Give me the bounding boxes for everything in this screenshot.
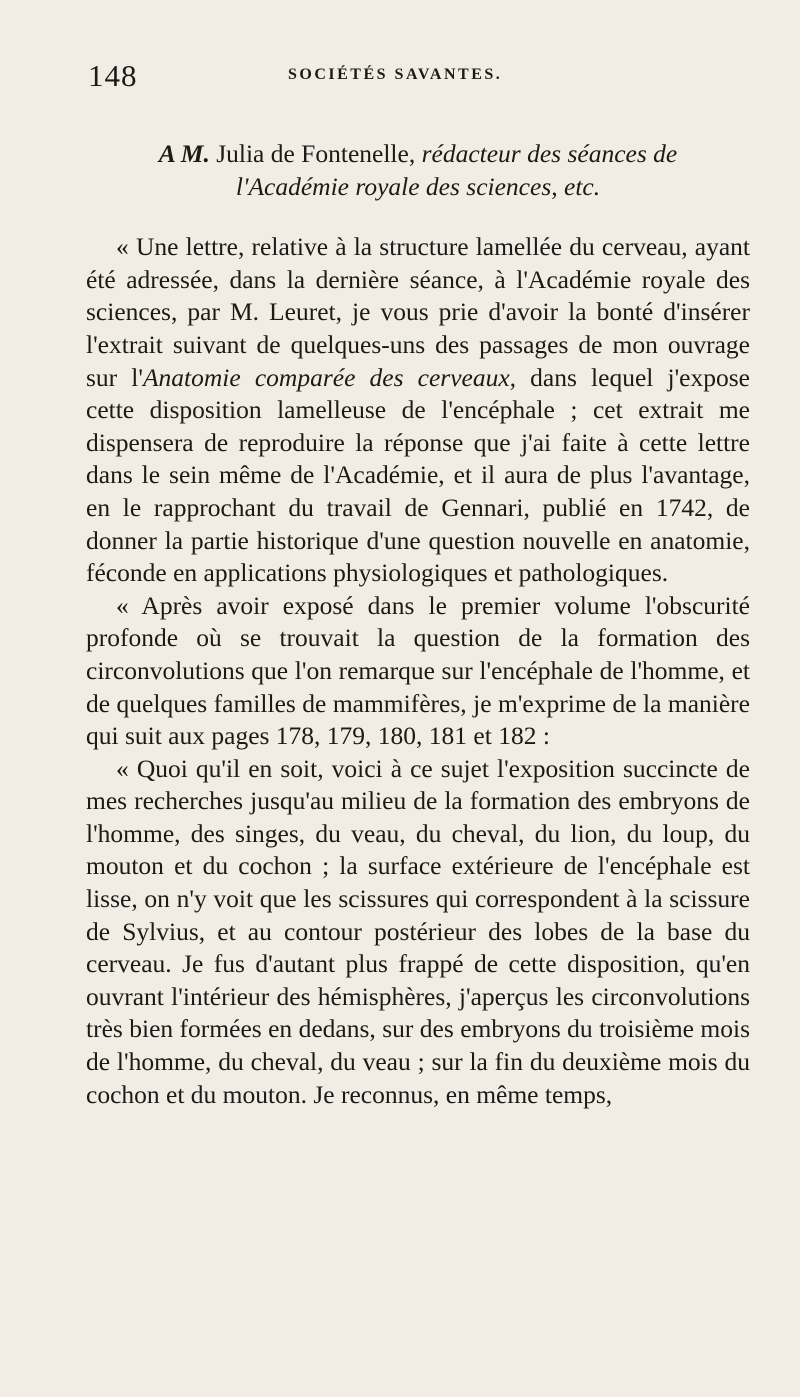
addressee-line-1 <box>86 138 750 171</box>
paragraph-3 <box>86 753 750 1112</box>
book-title: Anatomie comparée des cerveaux, <box>142 362 517 392</box>
paragraph-1 <box>86 231 750 590</box>
body-text <box>86 138 750 1111</box>
paragraph-2 <box>86 590 750 753</box>
paragraph-1-text-b: dans lequel j'expose cette disposition lamelleuse de l'encéphale ; cet extrait me dispensera de reproduire la réponse que j'ai faite à cette lettre dans le sein même de l'Académie, et il aura de plus l'avantage, en le rapprochant du travail de Gennari, publié en 1742, de donner la partie historique d'une question nouvelle en anatomie, féconde en applications physiologiques et pathologiques. <box>86 362 750 588</box>
addressee-role-1: rédacteur des séances de <box>421 139 678 168</box>
running-head: SOCIÉTÉS SAVANTES. <box>288 66 503 83</box>
addressee-role-2: l'Académie royale des sciences, etc. <box>235 171 601 201</box>
paragraph-1-text-a: « Une lettre, relative à la structure lamellée du cerveau, ayant été adressée, dans la dernière séance, à l'Académie royale des sciences, par M. Leuret, je vous prie d'avoir la bonté d'insérer l'extrait suivant de quelques-uns des passages de mon ouvrage sur l' <box>86 232 750 392</box>
page-header <box>88 58 750 98</box>
addressee-prefix: A M. <box>158 139 210 168</box>
addressee <box>86 138 750 203</box>
addressee-name: Julia de Fontenelle, <box>216 139 416 168</box>
page-number: 148 <box>88 58 138 93</box>
paragraph-2-text: « Après avoir exposé dans le premier volume l'obscurité profonde où se trouvait la question de la formation des circonvolutions que l'on remarque sur l'encéphale de l'homme, et de quelques familles de mammifères, je m'exprime de la manière qui suit aux pages 178, 179, 180, 181 et 182 : <box>86 590 750 751</box>
paragraph-3-text: « Quoi qu'il en soit, voici à ce sujet l'exposition succincte de mes recherches jusqu'au milieu de la formation des embryons de l'homme, des singes, du veau, du cheval, du lion, du loup, du mouton et du cochon ; la surface extérieure de l'encéphale est lisse, on n'y voit que les scissures qui correspondent à la scissure de Sylvius, et au contour postérieur des lobes de la base du cerveau. Je fus d'autant plus frappé de cette disposition, qu'en ouvrant l'intérieur des hémisphères, j'aperçus les circonvolutions très bien formées en dedans, sur des embryons du troisième mois de l'homme, du cheval, du veau ; sur la fin du deuxième mois du cochon et du mouton. Je reconnus, en même temps, <box>86 753 750 1109</box>
